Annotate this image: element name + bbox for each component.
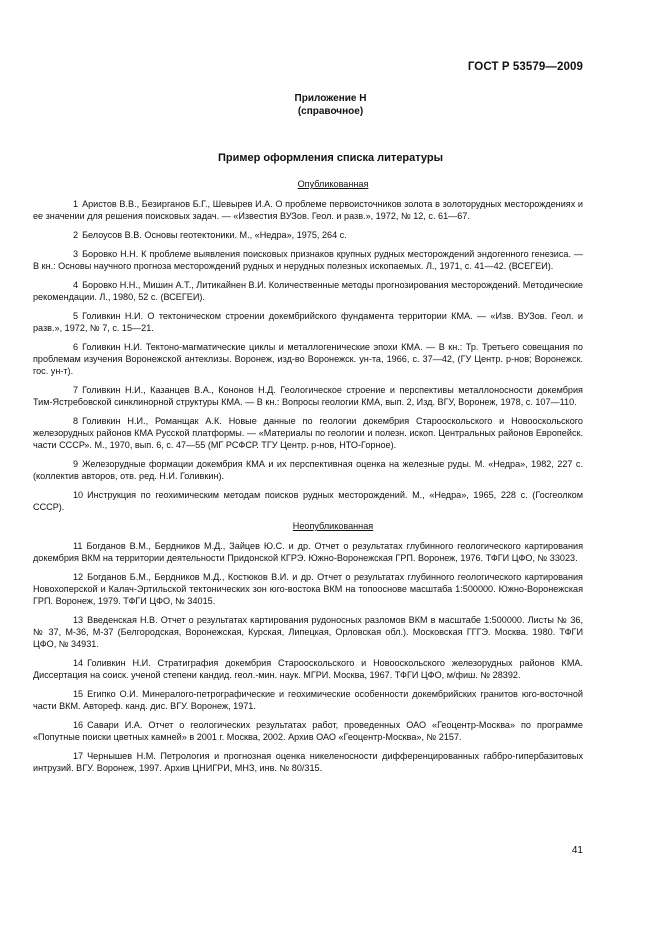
reference-item xyxy=(33,341,583,377)
reference-text: Голивкин Н.И. Стратиграфия докембрия Старооскольского и Новооскольского железорудных районов КМА. Диссертация на соиск. ученой степени кандид. геол.-мин. наук. МГРИ. Москва, 1967. ТФГИ ЦФО, м/фиш. № 28392. xyxy=(33,658,583,680)
reference-number: 7 xyxy=(73,385,79,395)
appendix-title: Приложение Н xyxy=(294,93,367,104)
reference-text: Голивкин Н.И. Тектоно-магматические циклы и металлогенические эпохи КМА. — В кн.: Тр. Третьего совещания по проблемам изучения Воронежской антеклизы. Воронеж, изд-во Воронежск. ун-та, 1966, с. 37—42, (ГУ Центр. р-нов; Воронежск. гос. ун-т). xyxy=(33,342,583,376)
reference-number: 5 xyxy=(73,311,79,321)
reference-text: Голивкин Н.И. О тектоническом строении докембрийского фундамента территории КМА. — «Изв. ВУЗов. Геол. и разв.», 1972, № 7, с. 15—21. xyxy=(33,311,583,333)
page-title: Пример оформления списка литературы xyxy=(217,152,444,164)
reference-number: 1 xyxy=(73,199,79,209)
reference-number: 6 xyxy=(73,342,79,352)
reference-number: 10 xyxy=(73,490,84,500)
reference-number: 2 xyxy=(73,230,79,240)
reference-item xyxy=(33,688,583,712)
reference-text: Боровко Н.Н. К проблеме выявления поисковых признаков крупных рудных месторождений эндогенного генезиса. — В кн.: Основы научного прогноза месторождений рудных и нерудных полезных ископаемых. Л., 1971, с. 41—42. (ВСЕГЕИ). xyxy=(33,249,583,271)
reference-item xyxy=(33,719,583,743)
reference-text: Белоусов В.В. Основы геотектоники. М., «Недра», 1975, 264 с. xyxy=(82,230,347,240)
published-references xyxy=(33,198,583,513)
reference-item xyxy=(33,384,583,408)
reference-number: 15 xyxy=(73,689,84,699)
reference-number: 12 xyxy=(73,572,84,582)
reference-item xyxy=(33,657,583,681)
reference-number: 3 xyxy=(73,249,79,259)
reference-item xyxy=(33,415,583,451)
reference-number: 14 xyxy=(73,658,84,668)
reference-text: Богданов В.М., Бердников М.Д., Зайцев Ю.С. и др. Отчет о результатах глубинного геологического картирования докембрия ВКМ на территории деятельности Придонской КГРЭ. Южно-Воронежская ГРП. Воронеж, 1976. ТФГИ ЦФО, № 33023. xyxy=(33,541,583,563)
reference-text: Аристов В.В., Безирганов Б.Г., Шевырев И.А. О проблеме первоисточников золота в золоторудных месторождениях и ее значении для решения поисковых задач. — «Известия ВУЗов. Геол. и разв.», 1972, № 12, с. 61—67. xyxy=(33,199,583,221)
reference-item xyxy=(33,310,583,334)
reference-item xyxy=(33,458,583,482)
reference-item xyxy=(33,571,583,607)
reference-number: 4 xyxy=(73,280,79,290)
reference-number: 11 xyxy=(73,541,83,551)
reference-text: Голивкин Н.И., Романщак А.К. Новые данные по геологии докембрия Старооскольского и Новооскольского железорудных районов КМА Русской платформы. — «Материалы по геологии и полезн. ископ. Центральных районов Европейск. части СССР». М., 1970, вып. 6, с. 47—55 (МГ РСФСР. ТГУ Центр. р-нов, НТО-Горное). xyxy=(33,416,583,450)
reference-item xyxy=(33,198,583,222)
reference-number: 16 xyxy=(73,720,84,730)
reference-number: 13 xyxy=(73,615,84,625)
reference-number: 9 xyxy=(73,459,79,469)
reference-item xyxy=(33,248,583,272)
reference-text: Богданов Б.М., Бердников М.Д., Костюков В.И. и др. Отчет о результатах глубинного геологического картирования Новохоперской и Калач-Эртильской тектонических зон юго-востока ВКМ на топооснове масштаба 1:500000. Южно-Воронежская ГРП. Воронеж, 1979. ТФГИ ЦФО, № 34015. xyxy=(33,572,583,606)
reference-item xyxy=(33,489,583,513)
reference-text: Боровко Н.Н., Мишин А.Т., Литикайнен В.И. Количественные методы прогнозирования месторождений. Методические рекомендации. Л., 1980, 52 с. (ВСЕГЕИ). xyxy=(33,280,583,302)
reference-text: Железорудные формации докембрия КМА и их перспективная оценка на железные руды. М. «Недра», 1982, 227 с. (коллектив авторов, отв. ред. Н.И. Голивкин). xyxy=(33,459,583,481)
appendix-heading xyxy=(0,92,661,118)
reference-item xyxy=(33,229,583,241)
reference-text: Инструкция по геохимическим методам поисков рудных месторождений. М., «Недра», 1965, 228 с. (Госгеолком СССР). xyxy=(33,490,583,512)
reference-item xyxy=(33,750,583,774)
reference-text: Савари И.А. Отчет о геологических результатах работ, проведенных ОАО «Геоцентр-Москва» по программе «Попутные поиски цветных камней» в 2001 г. Москва, 2002. Архив ОАО «Геоцентр-Москва», № 2157. xyxy=(33,720,583,742)
unpublished-section-heading: Неопубликованная xyxy=(292,521,374,531)
appendix-subtitle: (справочное) xyxy=(297,106,364,117)
reference-item xyxy=(33,279,583,303)
reference-item xyxy=(33,540,583,564)
reference-text: Введенская Н.В. Отчет о результатах картирования рудоносных разломов ВКМ в масштабе 1:500000. Листы № 36, № 37, М-36, М-37 (Белгородская, Воронежская, Курская, Липецкая, Орловская обл.). Московская ГГГЭ. Москва. 1980. ТФГИ ЦФО, № 34931. xyxy=(33,615,583,649)
reference-item xyxy=(33,614,583,650)
reference-number: 8 xyxy=(73,416,79,426)
page-number: 41 xyxy=(571,845,583,856)
reference-text: Голивкин Н.И., Казанцев В.А., Кононов Н.Д. Геологическое строение и перспективы металлоносности докембрия Тим-Ястребовской синклинорной структуры КМА. — В кн.: Вопросы геологии КМА, вып. 2, Изд. ВГУ, Воронеж, 1978, с. 107—110. xyxy=(33,385,583,407)
document-code: ГОСТ Р 53579—2009 xyxy=(467,61,583,73)
reference-list xyxy=(33,178,583,781)
reference-text: Чернышев Н.М. Петрология и прогнозная оценка никеленосности дифференцированных габбро-гипербазитовых интрузий. ВГУ. Воронеж, 1997. Архив ЦНИГРИ, МНЗ, инв. № 80/315. xyxy=(33,751,583,773)
reference-number: 17 xyxy=(73,751,84,761)
reference-text: Египко О.И. Минералого-петрографические и геохимические особенности докембрийских гранитов юго-восточной части ВКМ. Автореф. канд. дис. ВГУ. Воронеж, 1971. xyxy=(33,689,583,711)
published-section-heading: Опубликованная xyxy=(297,179,369,189)
unpublished-references xyxy=(33,540,583,774)
